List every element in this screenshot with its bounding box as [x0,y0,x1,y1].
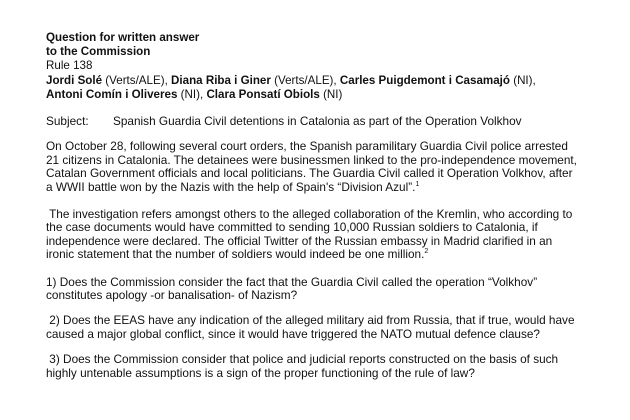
author-group: (NI) [323,88,343,102]
author-group: (NI), [513,73,536,87]
author-name: Clara Ponsatí Obiols [206,88,320,102]
author-group: (Verts/ALE), [274,73,337,87]
subject-text: Spanish Guardia Civil detentions in Catalonia as part of the Operation Volkhov [113,114,522,129]
text-line: 21 citizens in Catalonia. The detainees were businessmen linked to the pro-independence movement, [46,152,577,167]
authors-line-1 [46,74,626,88]
text-line: highly untenable assumptions is a sign of the proper functioning of the rule of law? [46,365,475,380]
author-group: (Verts/ALE), [105,73,168,87]
author-name: Diana Riba i Giner [171,73,271,87]
text-line: The investigation refers amongst others to the alleged collaboration of the Kremlin, who according to [46,207,573,222]
text-line: independence were declared. The official Twitter of the Russian embassy in Madrid clarified in an [46,233,553,248]
text-line: the case documents would have committed to sending 10,000 Russian soldiers to Catalonia, if [46,220,538,235]
question-1 [46,276,626,303]
question-3 [46,353,626,380]
author-name: Jordi Solé [46,73,103,87]
text-line: caused a major global conflict, since it would have triggered the NATO mutual defence clause? [46,326,540,341]
text-line [46,248,626,261]
text-line: 3) Does the Commission consider that police and judicial reports constructed on the basis of such [46,352,559,367]
text-line [46,181,626,194]
author-name: Carles Puigdemont i Casamajó [339,73,510,87]
subject-row [46,114,626,128]
written-question-document [46,31,626,380]
footnote-marker: 2 [424,248,429,256]
authors-list [46,74,626,103]
rule-number: Rule 138 [46,59,93,73]
paragraph-investigation [46,208,626,262]
question-2 [46,314,626,341]
subject-label: Subject: [46,114,89,129]
footnote-marker: 1 [415,180,420,188]
text-line-content: ironic statement that the number of soldiers would indeed be one million. [46,247,425,262]
document-heading-line-1: Question for written answer [46,31,200,44]
text-line: On October 28, following several court orders, the Spanish paramilitary Guardia Civil police arrested [46,139,568,154]
author-group: (NI), [180,88,204,102]
text-line: Catalan Government officials and local politicians. The Guardia Civil called it Operation Volkhov, after [46,166,573,181]
text-line-content: a WWII battle won by the Nazis with the help of Spain's “Division Azul”. [46,179,416,194]
author-name: Antoni Comín i Oliveres [46,88,178,102]
paragraph-context [46,140,626,194]
authors-line-2 [46,88,626,102]
document-heading-line-2: to the Commission [46,45,151,59]
text-line: 2) Does the EEAS have any indication of the alleged military aid from Russia, that if true, would have [46,313,575,328]
text-line: 1) Does the Commission consider the fact that the Guardia Civil called the operation “Volkhov” [46,274,538,289]
text-line: constitutes apology -or banalisation- of Nazism? [46,288,298,303]
